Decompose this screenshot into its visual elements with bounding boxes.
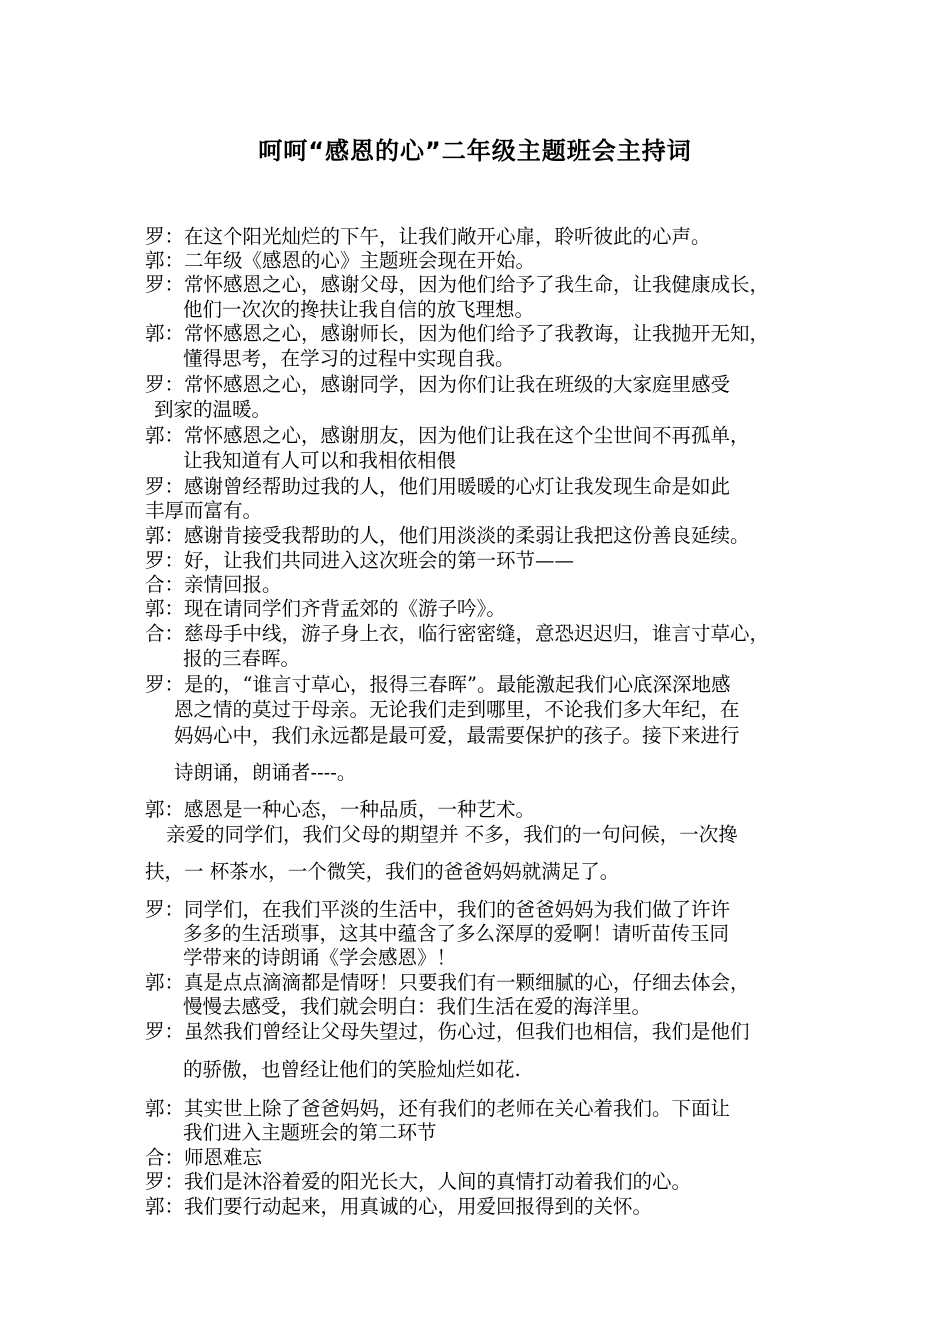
text-line: 懂得思考，在学习的过程中实现自我。 — [183, 347, 515, 370]
document-title: 呵呵“感恩的心”二年级主题班会主持词 — [258, 137, 692, 165]
text-line: 郭：感恩是一种心态，一种品质，一种艺术。 — [145, 798, 536, 821]
text-line: 学带来的诗朗诵《学会感恩》！ — [183, 946, 457, 969]
text-line: 罗：常怀感恩之心，感谢父母，因为他们给予了我生命，让我健康成长， — [145, 273, 770, 296]
text-line: 让我知道有人可以和我相依相偎 — [183, 449, 457, 472]
text-line: 郭：我们要行动起来，用真诚的心，用爱回报得到的关怀。 — [145, 1195, 653, 1218]
text-line: 慢慢去感受，我们就会明白：我们生活在爱的海洋里。 — [183, 995, 652, 1018]
text-line: 郭：常怀感恩之心，感谢师长，因为他们给予了我教诲，让我抛开无知， — [145, 322, 770, 345]
text-line: 合：师恩难忘 — [145, 1146, 263, 1169]
text-line: 郭：其实世上除了爸爸妈妈，还有我们的老师在关心着我们。下面让 — [145, 1097, 731, 1120]
text-line: 我们进入主题班会的第二环节 — [183, 1121, 437, 1144]
text-line: 多多的生活琐事，这其中蕴含了多么深厚的爱啊！请听苗传玉同 — [183, 922, 730, 945]
text-line: 妈妈心中，我们永远都是最可爱，最需要保护的孩子。接下来进行 — [174, 724, 740, 747]
text-line: 郭：二年级《感恩的心》主题班会现在开始。 — [145, 249, 536, 272]
text-line: 合：亲情回报。 — [145, 573, 282, 596]
text-line: 扶，一 杯茶水，一个微笑，我们的爸爸妈妈就满足了。 — [145, 860, 620, 883]
text-line: 罗：在这个阳光灿烂的下午，让我们敞开心扉，聆听彼此的心声。 — [145, 225, 711, 248]
text-line: 恩之情的莫过于母亲。无论我们走到哪里，不论我们多大年纪，在 — [174, 698, 740, 721]
text-line: 郭：感谢肯接受我帮助的人，他们用淡淡的柔弱让我把这份善良延续。 — [145, 524, 750, 547]
text-line: 的骄傲，也曾经让他们的笑脸灿烂如花. — [183, 1058, 521, 1081]
text-line: 诗朗诵，朗诵者----。 — [174, 761, 357, 784]
text-line: 他们一次次的搀扶让我自信的放飞理想。 — [183, 298, 535, 321]
text-line: 丰厚而富有。 — [145, 499, 263, 522]
text-line: 罗：好，让我们共同进入这次班会的第一环节—— — [145, 549, 575, 572]
text-line: 郭：真是点点滴滴都是情呀！只要我们有一颗细腻的心，仔细去体会， — [145, 971, 750, 994]
text-line: 郭：常怀感恩之心，感谢朋友，因为他们让我在这个尘世间不再孤单， — [145, 424, 750, 447]
text-line: 罗：常怀感恩之心，感谢同学，因为你们让我在班级的大家庭里感受 — [145, 373, 731, 396]
text-line: 郭：现在请同学们齐背孟郊的《游子吟》。 — [145, 597, 506, 620]
text-line: 亲爱的同学们，我们父母的期望并 不多，我们的一句问候，一次搀 — [166, 823, 738, 846]
text-line: 报的三春晖。 — [183, 647, 301, 670]
text-line: 罗：我们是沐浴着爱的阳光长大，人间的真情打动着我们的心。 — [145, 1170, 692, 1193]
text-line: 合：慈母手中线，游子身上衣，临行密密缝，意恐迟迟归，谁言寸草心， — [145, 622, 770, 645]
text-line: 罗：虽然我们曾经让父母失望过，伤心过，但我们也相信，我们是他们 — [145, 1020, 750, 1043]
text-line: 到家的温暖。 — [154, 398, 272, 421]
text-line: 罗：感谢曾经帮助过我的人，他们用暖暖的心灯让我发现生命是如此 — [145, 475, 731, 498]
text-line: 罗：同学们，在我们平淡的生活中，我们的爸爸妈妈为我们做了许许 — [145, 898, 731, 921]
text-line: 罗：是的，“谁言寸草心，报得三春晖”。最能激起我们心底深深地感 — [145, 673, 731, 696]
